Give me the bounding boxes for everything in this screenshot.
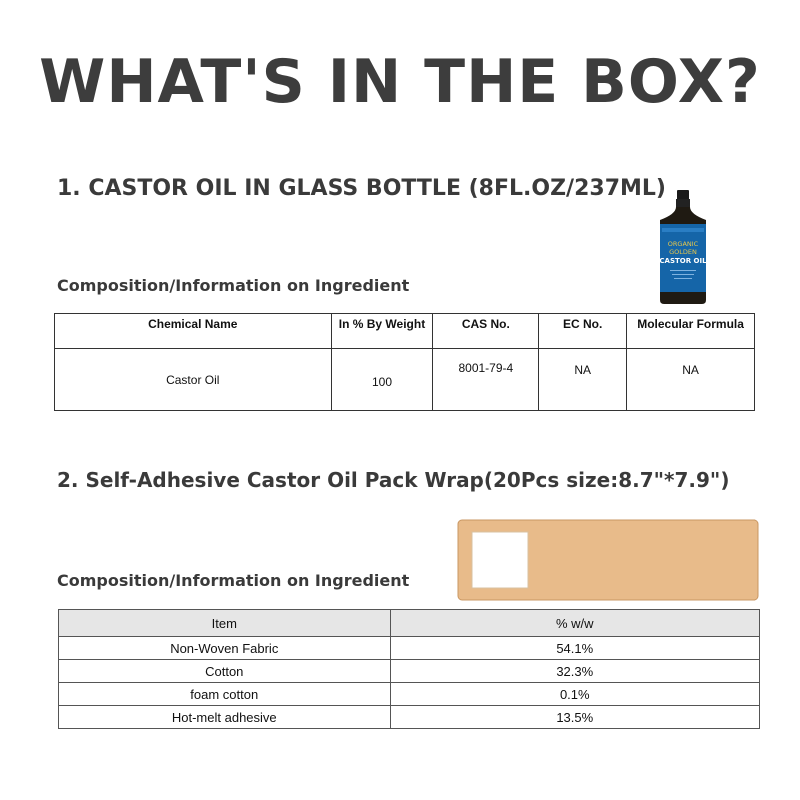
table-row <box>55 349 755 411</box>
bottle-label-line1: ORGANIC <box>667 240 699 248</box>
cell-percent: 32.3% <box>390 660 759 683</box>
bottle-label-line3: CASTOR OIL <box>659 257 707 265</box>
header-item: Item <box>59 610 391 637</box>
cell-percent: 0.1% <box>390 683 759 706</box>
table-header-row <box>55 314 755 349</box>
cell-cas-no: 8001-79-4 <box>433 349 539 411</box>
table-header-row <box>59 610 760 637</box>
header-chemical-name: Chemical Name <box>55 314 332 349</box>
cell-molecular-formula: NA <box>627 349 755 411</box>
pack-wrap-section-heading: 2. Self-Adhesive Castor Oil Pack Wrap(20Pcs size:8.7"*7.9") <box>57 468 730 492</box>
castor-oil-section-heading: 1. CASTOR OIL IN GLASS BOTTLE (8FL.OZ/237ML) <box>57 176 666 201</box>
pack-wrap-image <box>456 518 761 603</box>
cell-item: Non-Woven Fabric <box>59 637 391 660</box>
pack-wrap-composition-table <box>58 609 760 729</box>
table-row <box>59 637 760 660</box>
cell-item: foam cotton <box>59 683 391 706</box>
cell-percent: 54.1% <box>390 637 759 660</box>
table-row <box>59 683 760 706</box>
header-percent-weight: In % By Weight <box>331 314 433 349</box>
cell-percent: 13.5% <box>390 706 759 729</box>
pack-wrap-pad <box>472 532 528 588</box>
bottle-label-line2: GOLDEN <box>669 248 697 256</box>
castor-oil-composition-table <box>54 313 755 411</box>
cell-percent-weight: 100 <box>331 349 433 411</box>
header-ec-no: EC No. <box>539 314 627 349</box>
cell-item: Cotton <box>59 660 391 683</box>
ingredient-info-heading-2: Composition/Information on Ingredient <box>57 571 410 590</box>
header-percent-ww: % w/w <box>390 610 759 637</box>
header-cas-no: CAS No. <box>433 314 539 349</box>
table-row <box>59 706 760 729</box>
table-row <box>59 660 760 683</box>
castor-oil-bottle-image <box>648 190 718 305</box>
ingredient-info-heading-1: Composition/Information on Ingredient <box>57 276 410 295</box>
cell-chemical-name: Castor Oil <box>55 349 332 411</box>
cell-item: Hot-melt adhesive <box>59 706 391 729</box>
header-molecular-formula: Molecular Formula <box>627 314 755 349</box>
cell-ec-no: NA <box>539 349 627 411</box>
page-title: WHAT'S IN THE BOX? <box>39 47 761 117</box>
